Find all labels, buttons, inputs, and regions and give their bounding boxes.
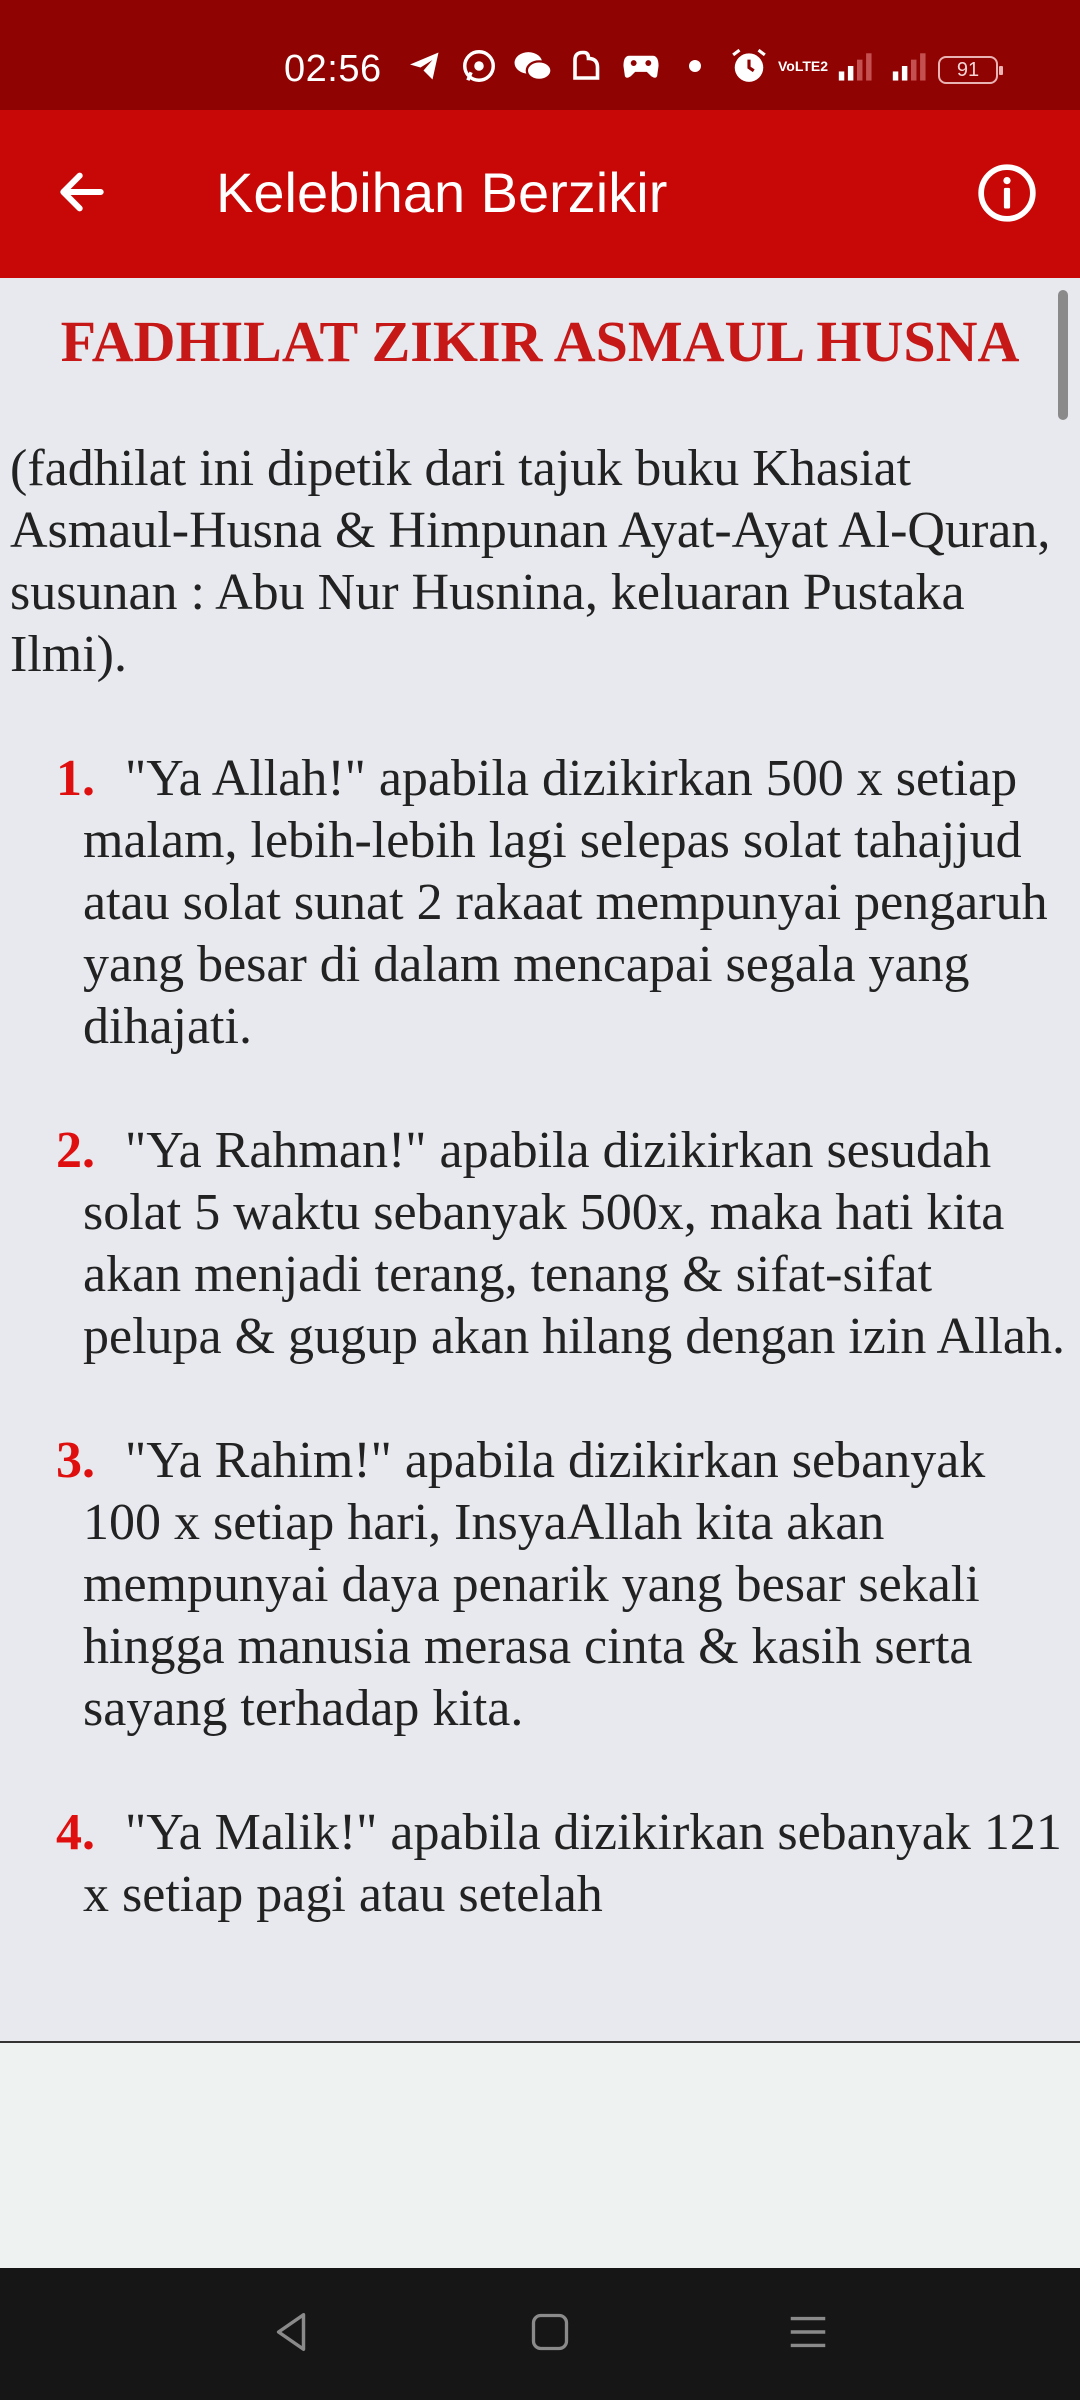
back-button[interactable] <box>44 156 120 232</box>
app-bar <box>0 110 1080 278</box>
alarm-icon <box>729 46 769 86</box>
list-item <box>0 1120 1080 1368</box>
list-item-number: 3. <box>56 1432 95 1489</box>
menu-lines-icon <box>785 2309 831 2360</box>
article-heading: FADHILAT ZIKIR ASMAUL HUSNA <box>60 309 1020 374</box>
whatsapp-icon <box>459 46 499 86</box>
signal-1-icon <box>837 46 877 86</box>
list-item-text: "Ya Rahim!" apabila dizikirkan sebanyak 100 x setiap hari, InsyaAllah kita akan mempunyai daya penarik yang besar sekali hingga manusia merasa cinta & kasih serta sayang terhadap kita. <box>83 1432 986 1737</box>
article-content[interactable] <box>0 278 1080 2043</box>
dot-icon <box>675 46 715 86</box>
system-nav-bar <box>0 2268 1080 2400</box>
page-title: Kelebihan Berzikir <box>216 161 668 224</box>
info-icon <box>976 162 1038 229</box>
signal-2-icon <box>891 46 931 86</box>
battery-icon <box>938 56 998 84</box>
footer-blank-area <box>0 2043 1080 2268</box>
nav-back-button[interactable] <box>258 2300 326 2368</box>
list-item <box>0 1802 1080 1926</box>
status-bar <box>0 0 1080 110</box>
battery-level: 91 <box>956 58 980 81</box>
list-item-number: 1. <box>56 750 95 807</box>
telegram-icon <box>405 46 445 86</box>
list-item-number: 2. <box>56 1122 95 1179</box>
list-item-text: "Ya Allah!" apabila dizikirkan 500 x setiap malam, lebih-lebih lagi selepas solat tahajjud atau solat sunat 2 rakaat mempunyai pengaruh yang besar di dalam mencapai segala yang dihajati. <box>83 750 1048 1055</box>
list-item-text: "Ya Rahman!" apabila dizikirkan sesudah solat 5 waktu sebanyak 500x, maka hati kita akan menjadi terang, tenang & sifat-sifat pelupa & gugup akan hilang dengan izin Allah. <box>83 1122 1065 1365</box>
arrow-left-icon <box>54 164 110 225</box>
status-time: 02:56 <box>284 48 382 90</box>
nav-menu-button[interactable] <box>774 2300 842 2368</box>
list-item <box>0 748 1080 1058</box>
volte-label: VoLTE2 <box>777 58 829 74</box>
wechat-icon <box>513 46 553 86</box>
messaging-icon <box>567 46 607 86</box>
volte-icon <box>777 46 829 86</box>
fadhilat-list <box>0 748 1080 1988</box>
home-square-icon <box>528 2310 572 2359</box>
article-intro: (fadhilat ini dipetik dari tajuk buku Khasiat Asmaul-Husna & Himpunan Ayat-Ayat Al-Quran, susunan : Abu Nur Husnina, keluaran Pustaka Ilmi). <box>10 440 1051 683</box>
status-icons <box>405 46 931 86</box>
gamepad-icon <box>621 46 661 86</box>
list-item <box>0 1430 1080 1740</box>
nav-home-button[interactable] <box>516 2300 584 2368</box>
list-item-text: "Ya Malik!" apabila dizikirkan sebanyak 121 x setiap pagi atau setelah <box>83 1804 1062 1923</box>
back-triangle-icon <box>269 2309 315 2360</box>
info-button[interactable] <box>972 160 1042 230</box>
list-item-number: 4. <box>56 1804 95 1861</box>
